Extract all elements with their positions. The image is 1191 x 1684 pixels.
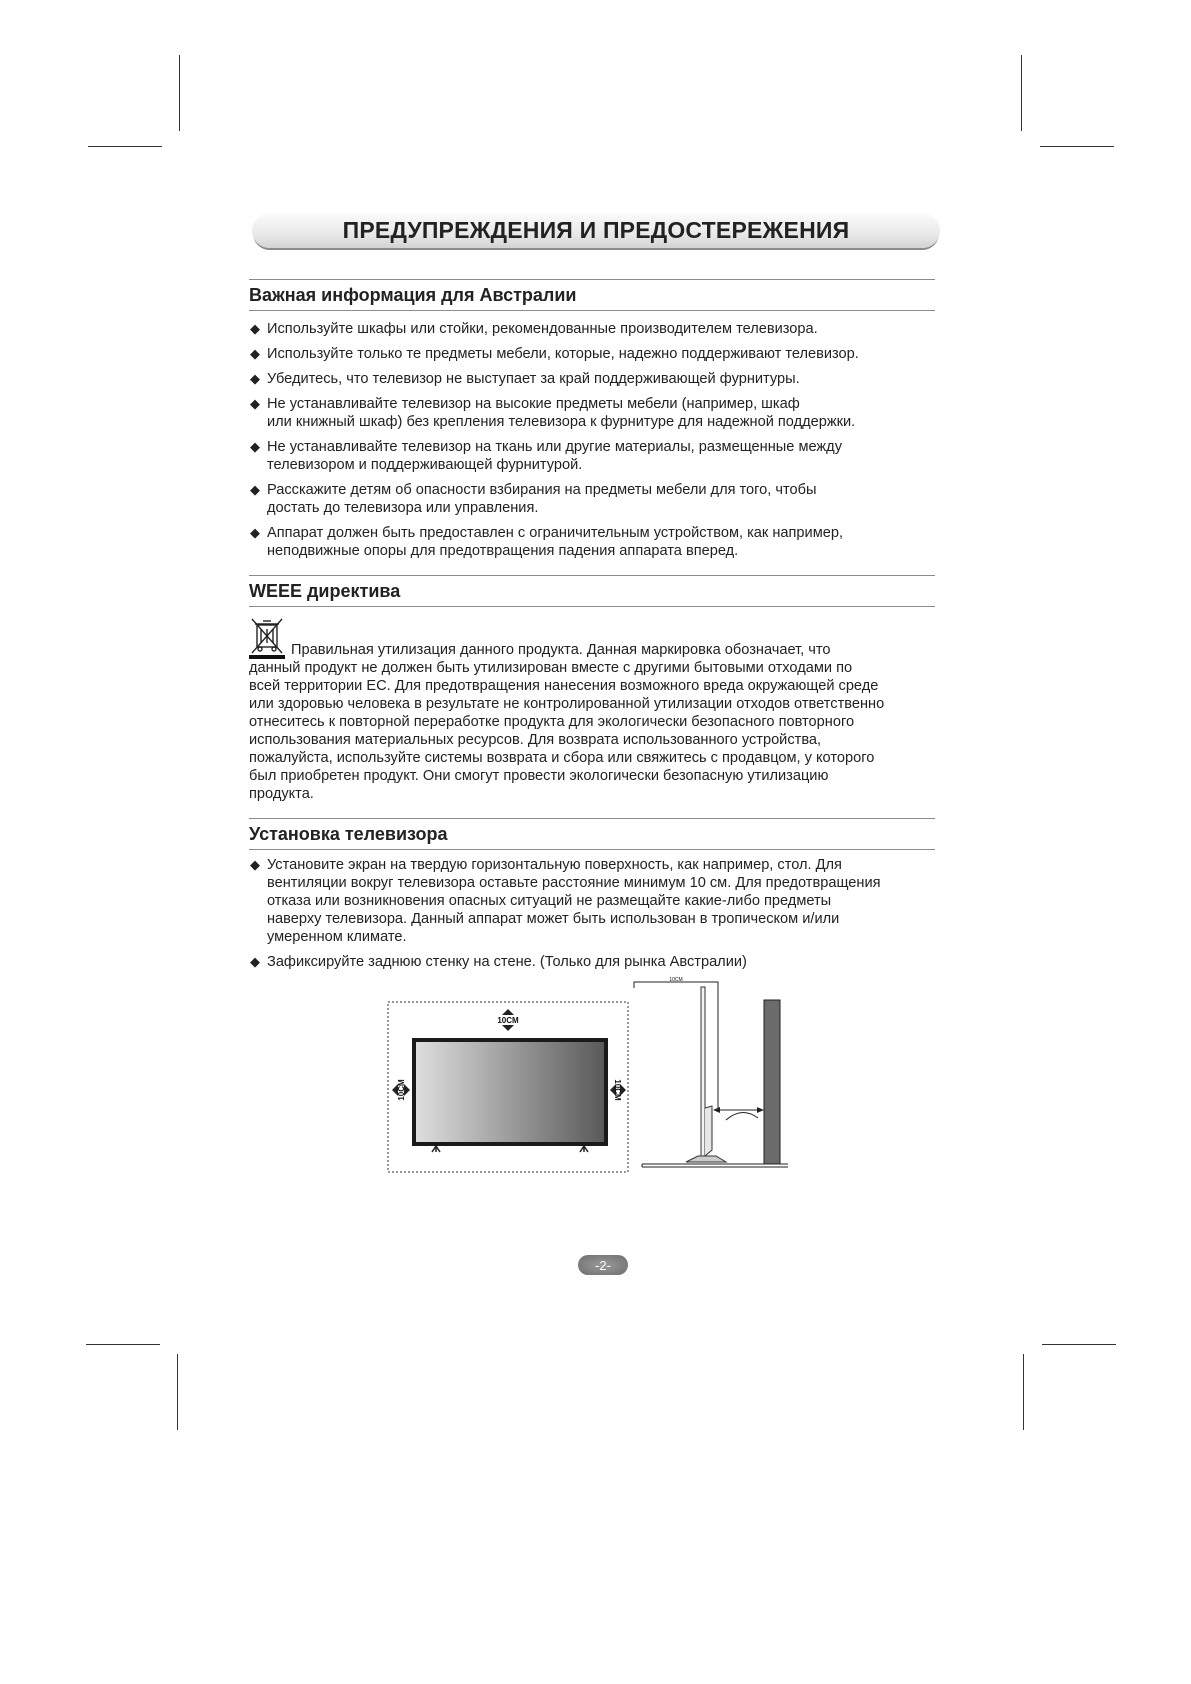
arrow-down-icon: [502, 1025, 514, 1031]
label-top: 10CM: [497, 1016, 519, 1025]
page-title: ПРЕДУПРЕЖДЕНИЯ И ПРЕДОСТЕРЕЖЕНИЯ: [342, 217, 850, 243]
list-item-line: неподвижные опоры для предотвращения падения аппарата вперед.: [267, 543, 739, 559]
cable: [726, 1112, 758, 1120]
tv-side-panel: [701, 987, 705, 1157]
bullet-diamond-icon: ◆: [250, 482, 260, 497]
label-left: 10CM: [397, 1079, 406, 1101]
bullet-diamond-icon: ◆: [250, 439, 260, 454]
list-item-line: Используйте шкафы или стойки, рекомендованные производителем телевизора.: [267, 321, 818, 337]
arrow-right-icon: [757, 1107, 764, 1113]
list-item-line: умеренном климате.: [267, 929, 407, 945]
list-item: [249, 524, 935, 560]
label-right: 10CM: [613, 1079, 622, 1101]
list-item: [249, 370, 935, 388]
weee-bin-icon: [249, 615, 285, 659]
bullet-diamond-icon: ◆: [250, 396, 260, 411]
list-item: [249, 481, 935, 517]
crop-mark: [177, 1354, 178, 1430]
crop-mark: [86, 1344, 160, 1345]
list-item-line: Расскажите детям об опасности взбирания на предметы мебели для того, чтобы: [267, 482, 817, 498]
bullet-list: [249, 856, 935, 971]
tv-stand: [686, 1156, 726, 1162]
list-item-line: Убедитесь, что телевизор не выступает за край поддерживающей фурнитуры.: [267, 371, 800, 387]
crop-mark: [179, 55, 180, 131]
list-item-line: отказа или возникновения опасных ситуаций не размещайте какие-либо предметы: [267, 893, 832, 909]
list-item-line: Не устанавливайте телевизор на ткань или другие материалы, размещенные между: [267, 439, 842, 455]
crop-mark: [1023, 1354, 1024, 1430]
bullet-diamond-icon: ◆: [250, 857, 260, 872]
section-heading: WEEE директива: [249, 575, 935, 607]
tv-screen: [416, 1042, 604, 1142]
bullet-diamond-icon: ◆: [250, 321, 260, 336]
list-item-line: достать до телевизора или управления.: [267, 500, 539, 516]
list-item-line: Установите экран на твердую горизонтальную поверхность, как например, стол. Для: [267, 857, 842, 873]
page-number: -2-: [578, 1255, 628, 1275]
list-item-line: вентиляции вокруг телевизора оставьте расстояние минимум 10 см. Для предотвращения: [267, 875, 881, 891]
list-item: [249, 438, 935, 474]
tv-foot: [432, 1146, 440, 1152]
paragraph-line: данный продукт не должен быть утилизирован вместе с другими бытовыми отходами по: [249, 660, 853, 676]
list-item-line: Не устанавливайте телевизор на высокие предметы мебели (например, шкаф: [267, 396, 800, 412]
tv-clearance-diagram: [386, 977, 796, 1180]
paragraph-line: отнеситесь к повторной переработке продукта для экологически безопасного повторного: [249, 714, 855, 730]
list-item: [249, 320, 935, 338]
bullet-diamond-icon: ◆: [250, 954, 260, 969]
crop-mark: [1040, 146, 1114, 147]
wall: [764, 1000, 780, 1164]
arrow-up-icon: [502, 1009, 514, 1015]
paragraph-line: был приобретен продукт. Они смогут провести экологически безопасную утилизацию: [249, 768, 829, 784]
section-weee: [249, 575, 935, 803]
paragraph-line: всей территории ЕС. Для предотвращения нанесения возможного вреда окружающей среде: [249, 678, 879, 694]
section-heading: Установка телевизора: [249, 818, 935, 850]
tv-foot: [580, 1146, 588, 1152]
list-item: [249, 395, 935, 431]
label-side: 10CM: [669, 977, 683, 983]
list-item: [249, 856, 935, 946]
list-item: [249, 345, 935, 363]
section-heading: Важная информация для Австралии: [249, 279, 935, 311]
list-item-line: Аппарат должен быть предоставлен с ограничительным устройством, как например,: [267, 525, 844, 541]
paragraph-line: или здоровью человека в результате не контролированной утилизации отходов ответственно: [249, 696, 885, 712]
paragraph-line: Правильная утилизация данного продукта. Данная маркировка обозначает, что: [291, 642, 831, 658]
paragraph-line: пожалуйста, используйте системы возврата и сбора или свяжитесь с продавцом, у которого: [249, 750, 875, 766]
arrow-left-icon: [713, 1107, 720, 1113]
section-australia: [249, 279, 935, 567]
list-item-line: Используйте только те предметы мебели, которые, надежно поддерживают телевизор.: [267, 346, 859, 362]
tv-side-back: [705, 1106, 712, 1156]
paragraph-line: продукта.: [249, 786, 314, 802]
section-install: [249, 818, 935, 978]
bullet-diamond-icon: ◆: [250, 371, 260, 386]
page-title-bar: [252, 213, 940, 248]
list-item-line: телевизором и поддерживающей фурнитурой.: [267, 457, 583, 473]
list-item-line: или книжный шкаф) без крепления телевизора к фурнитуре для надежной поддержки.: [267, 414, 856, 430]
bullet-list: [249, 320, 935, 560]
list-item-line: Зафиксируйте заднюю стенку на стене. (Только для рынка Австралии): [267, 954, 747, 970]
weee-paragraph: [249, 611, 935, 803]
paragraph-line: использования материальных ресурсов. Для возврата использованного устройства,: [249, 732, 822, 748]
bullet-diamond-icon: ◆: [250, 346, 260, 361]
list-item: [249, 953, 935, 971]
crop-mark: [88, 146, 162, 147]
crop-mark: [1042, 1344, 1116, 1345]
list-item-line: наверху телевизора. Данный аппарат может быть использован в тропическом и/или: [267, 911, 840, 927]
crop-mark: [1021, 55, 1022, 131]
bullet-diamond-icon: ◆: [250, 525, 260, 540]
